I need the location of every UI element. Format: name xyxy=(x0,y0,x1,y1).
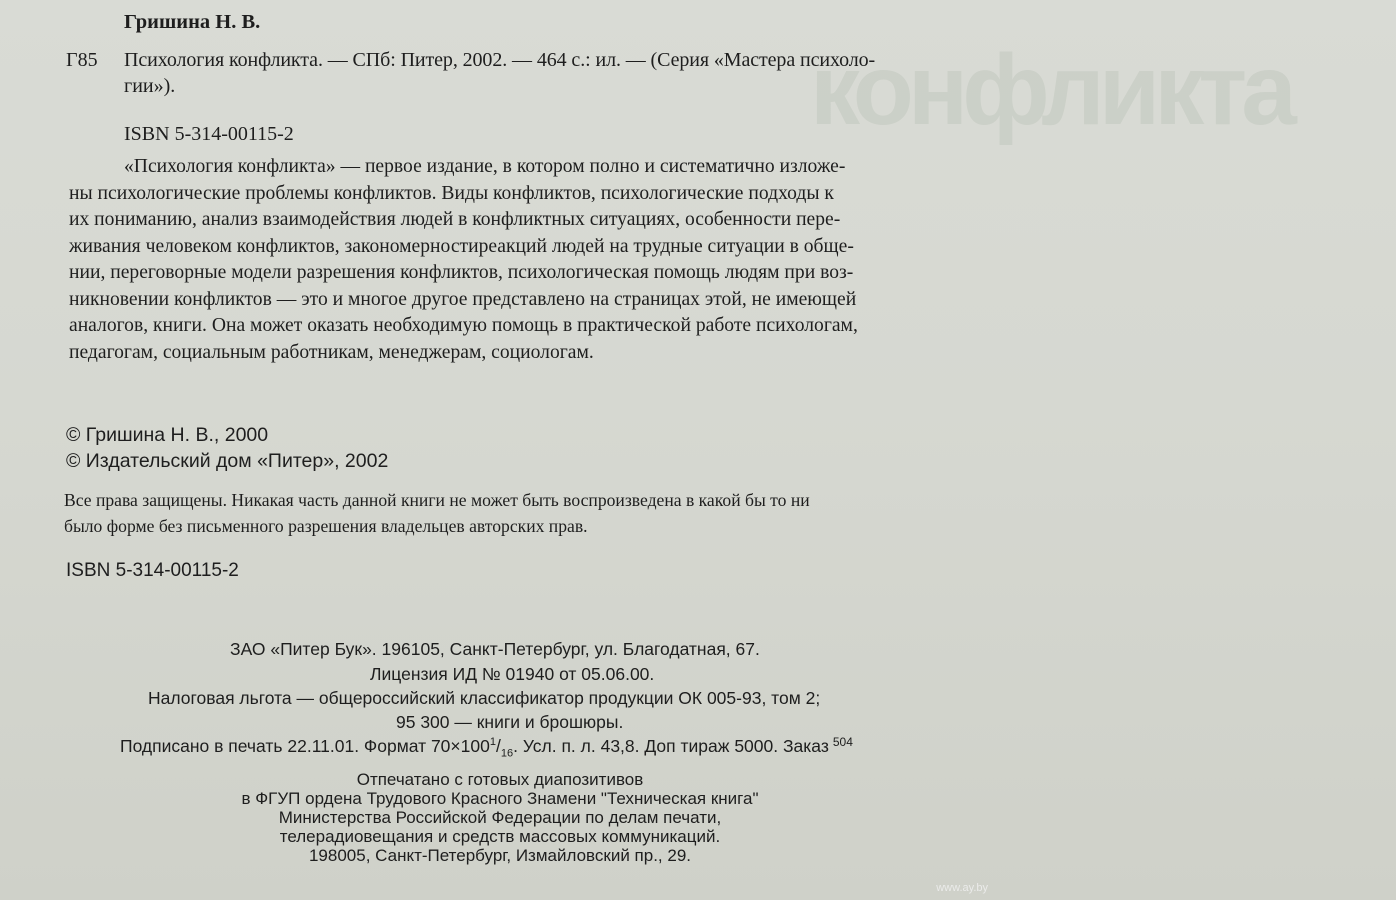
rights-line: Все права защищены. Никакая часть данной книги не может быть воспроизведена в какой бы то ни xyxy=(64,490,810,510)
order-number: 504 xyxy=(832,735,853,749)
format-fraction: $^1/_{16}$ xyxy=(489,736,514,760)
bibliographic-description: Психология конфликта. — СПб: Питер, 2002. — 464 с.: ил. — (Серия «Мастера психоло- xyxy=(124,49,876,71)
bibliographic-description-continued: гии»). xyxy=(124,75,176,97)
fraction-denominator: 16 xyxy=(500,747,514,760)
printer-line: телерадиовещания и средств массовых коммуникаций. xyxy=(279,827,721,846)
tax-benefit: Налоговая льгота — общероссийский классификатор продукции ОК 005-93, том 2; xyxy=(148,688,821,708)
rights-line: было форме без письменного разрешения владельцев авторских прав. xyxy=(64,516,588,536)
print-details-text: Подписано в печать 22.11.01. Формат 70×100 xyxy=(120,736,490,756)
annotation-line: их пониманию, анализ взаимодействия людей в конфликтных ситуациях, особенности пере- xyxy=(69,209,841,230)
background-title-showthrough: конфликта xyxy=(810,34,1291,146)
printer-line: 198005, Санкт-Петербург, Измайловский пр., 29. xyxy=(308,846,692,865)
publisher-address: ЗАО «Питер Бук». 196105, Санкт-Петербург, ул. Благодатная, 67. xyxy=(230,639,760,659)
printer-line: Министерства Российской Федерации по делам печати, xyxy=(278,808,722,827)
license: Лицензия ИД № 01940 от 05.06.00. xyxy=(370,664,655,684)
product-class: 95 300 — книги и брошюры. xyxy=(396,712,624,732)
printer-line: в ФГУП ордена Трудового Красного Знамени "Техническая книга" xyxy=(241,789,759,808)
annotation-line: никновении конфликтов — это и многое другое представлено на страницах этой, не имеющей xyxy=(69,288,857,310)
library-class-code: Г85 xyxy=(66,49,98,71)
print-details xyxy=(120,735,1120,760)
rights-notice xyxy=(64,487,810,539)
isbn-top: ISBN 5-314-00115-2 xyxy=(124,123,294,145)
copyright-author: © Гришина Н. В., 2000 xyxy=(66,424,269,446)
printer-line: Отпечатано с готовых диапозитивов xyxy=(356,770,644,789)
annotation-line: педагогам, социальным работникам, менеджерам, социологам. xyxy=(69,341,594,363)
author-name: Гришина Н. В. xyxy=(124,11,261,33)
annotation-line: аналогов, книги. Она может оказать необходимую помощь в практической работе психологам, xyxy=(69,315,858,336)
print-details-text-end: . Усл. п. л. 43,8. Доп тираж 5000. Заказ xyxy=(513,736,829,756)
annotation-line: «Психология конфликта» — первое издание, в котором полно и систематично изложе- xyxy=(124,156,846,177)
isbn-bottom: ISBN 5-314-00115-2 xyxy=(66,560,239,581)
copyright-publisher: © Издательский дом «Питер», 2002 xyxy=(66,450,389,472)
printer-info xyxy=(0,770,1000,865)
annotation-line: нии, переговорные модели разрешения конфликтов, психологическая помощь людям при воз- xyxy=(69,262,854,283)
annotation-line: живания человеком конфликтов, закономерностиреакций людей на трудные ситуации в обще- xyxy=(69,235,854,257)
fraction-numerator: 1 xyxy=(489,736,496,749)
annotation-paragraph xyxy=(69,154,989,366)
site-watermark: www.ay.by xyxy=(936,882,988,894)
annotation-line: ны психологические проблемы конфликтов. Виды конфликтов, психологические подходы к xyxy=(69,182,834,204)
